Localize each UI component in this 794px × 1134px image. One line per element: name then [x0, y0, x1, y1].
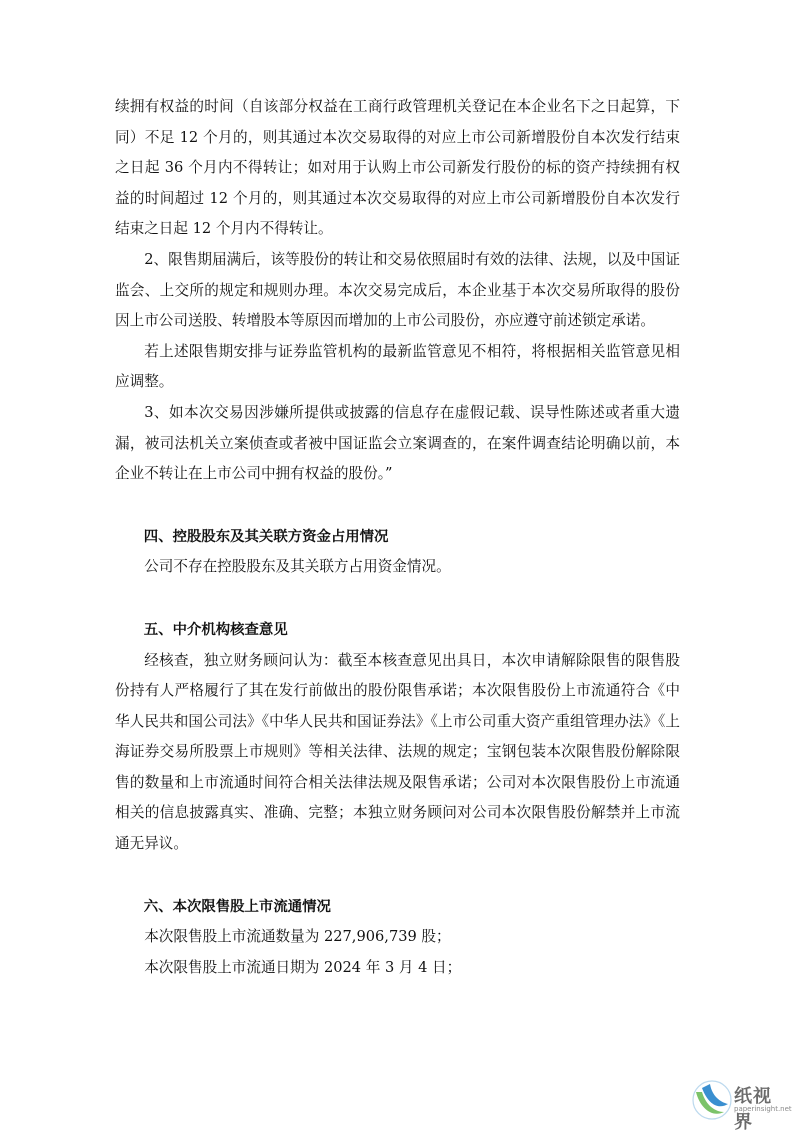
document-body — [115, 92, 680, 983]
paragraph-continuation: 续拥有权益的时间（自该部分权益在工商行政管理机关登记在本企业名下之日起算，下同）不足 12 个月的，则其通过本次交易取得的对应上市公司新增股份自本次发行结束之日起 36 个月内不得转让；如对用于认购上市公司新发行股份的标的资产持续拥有权益的时间超过 12 个月的，则其通过本次交易取得的对应上市公司新增股份自本次发行结束之日起 12 个月内不得转让。 — [115, 98, 680, 238]
watermark-logo — [690, 1078, 792, 1133]
paragraph-item-2: 2、限售期届满后，该等股份的转让和交易依照届时有效的法律、法规，以及中国证监会、上交所的规定和规则办理。本次交易完成后，本企业基于本次交易所取得的股份因上市公司送股、转增股本等原因而增加的上市公司股份，亦应遵守前述锁定承诺。 — [115, 250, 680, 330]
section-6-line-1: 本次限售股上市流通数量为 227,906,739 股； — [144, 928, 451, 946]
watermark-text-cn: 纸视界 — [734, 1086, 772, 1133]
section-6-line-2: 本次限售股上市流通日期为 2024 年 3 月 4 日； — [144, 958, 462, 976]
section-5-body: 经核查，独立财务顾问认为：截至本核查意见出具日，本次申请解除限售的限售股份持有人严格履行了其在发行前做出的股份限售承诺；本次限售股份上市流通符合《中华人民共和国公司法》《中华人民共和国证券法》《上市公司重大资产重组管理办法》《上海证券交易所股票上市规则》等相关法律、法规的规定；宝钢包装本次限售股份解除限售的数量和上市流通时间符合相关法律法规及限售承诺；公司对本次限售股份上市流通相关的信息披露真实、准确、完整；本独立财务顾问对公司本次限售股份解禁并上市流通无异议。 — [115, 651, 680, 853]
section-5-heading: 五、中介机构核查意见 — [143, 621, 288, 638]
paragraph-adjustment: 若上述限售期安排与证券监管机构的最新监管意见不相符，将根据相关监管意见相应调整。 — [115, 342, 680, 391]
section-4-body: 公司不存在控股股东及其关联方占用资金情况。 — [144, 558, 451, 576]
section-4-heading: 四、控股股东及其关联方资金占用情况 — [143, 528, 389, 545]
paragraph-item-3: 3、如本次交易因涉嫌所提供或披露的信息存在虚假记载、误导性陈述或者重大遗漏，被司法机关立案侦查或者被中国证监会立案调查的，在案件调查结论明确以前，本企业不转让在上市公司中拥有权益的股份。” — [115, 403, 680, 483]
watermark-emblem-icon — [690, 1078, 734, 1122]
section-6-heading: 六、本次限售股上市流通情况 — [143, 898, 331, 915]
watermark-text-en: paperinsight.net — [734, 1105, 792, 1113]
